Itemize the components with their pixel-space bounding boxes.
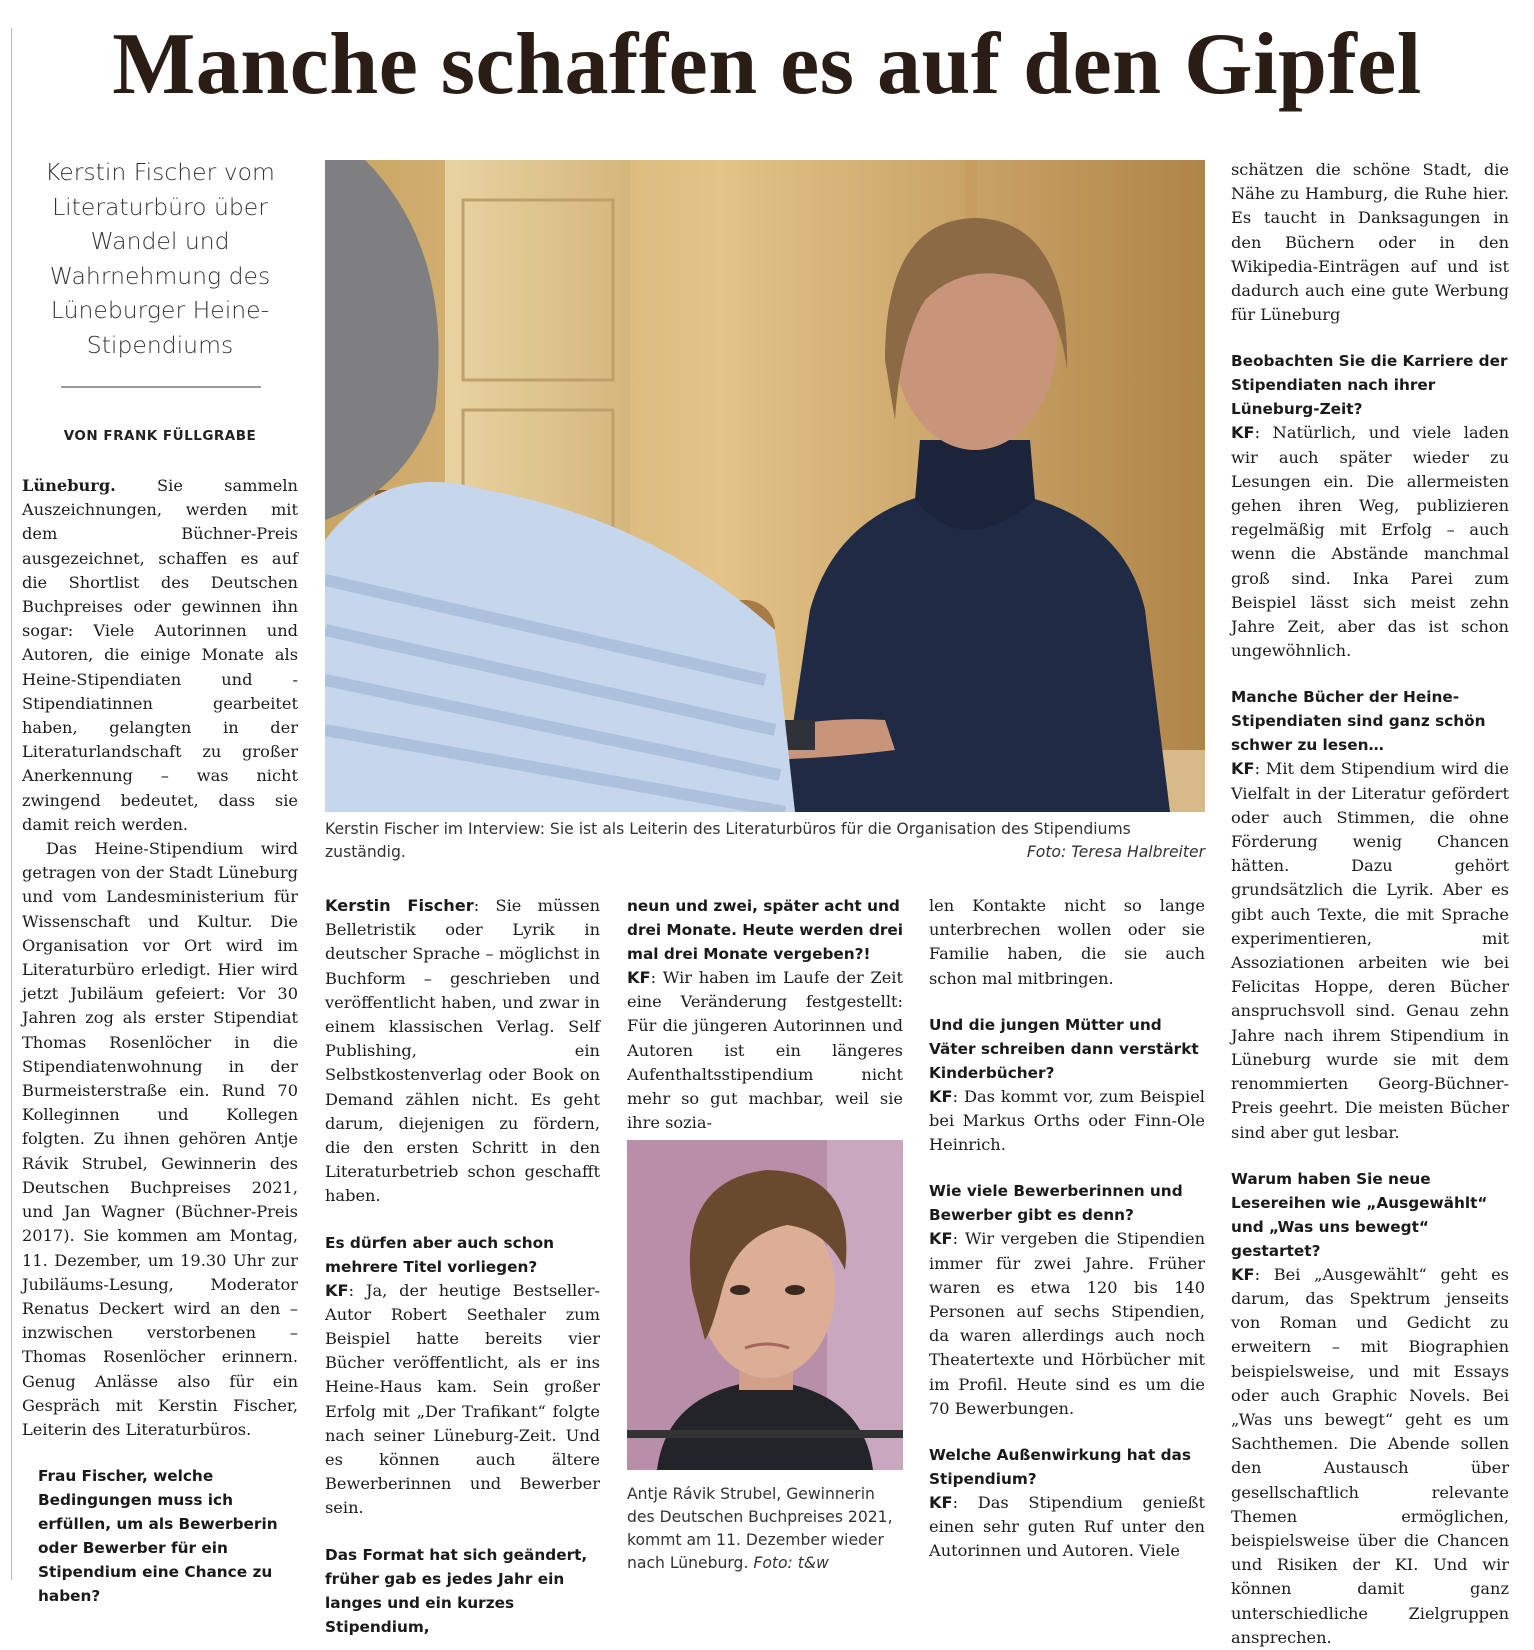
speaker-label: KF xyxy=(627,968,651,987)
headline: Manche schaffen es auf den Gipfel xyxy=(112,16,1422,113)
question: Warum haben Sie neue Lesereihen wie „Ausgewählt“ und „Was uns bewegt“ gestartet? xyxy=(1231,1169,1488,1260)
speaker-label: KF xyxy=(929,1229,953,1249)
speaker-label: Kerstin Fischer xyxy=(325,896,474,915)
answer-text: Das kommt vor, zum Beispiel bei Markus Orths oder Finn-Ole Heinrich. xyxy=(929,1086,1205,1155)
speaker-label: KF xyxy=(1231,1264,1255,1284)
portrait-photo-illustration xyxy=(627,1140,903,1470)
deck-divider xyxy=(61,386,261,388)
lede-text: Sie sammeln Auszeichnungen, werden mit dem Büchner-Preis ausgezeichnet, schaffen es auf die Shortlist des Deutschen Buchpreises oder gewinnen ihn sogar: Viele Autorinnen und Autoren, die einige Monate als Heine-Stipendiaten und -Stipendiatinnen gearbeitet haben, gelangten in der Literaturlandschaft zu großer Anerkennung – was nicht zwingend bedeutet, dass sie damit reich werden. xyxy=(22,476,298,834)
answer: KF: Ja, der heutige Bestseller-Autor Robert Seethaler zum Beispiel hatte bereits vier Bücher veröffentlicht, als er ins Heine-Haus kam. Sein großer Erfolg mit „Der Trafikant“ folgte nach seiner Lüneburg-Zeit. Und es können auch ältere Bewerberinnen und Bewerber sein. xyxy=(325,1280,600,1518)
answer: KF: Wir haben im Laufe der Zeit eine Veränderung festgestellt: Für die jüngeren Autorinnen und Autoren ist ein längeres Aufenthaltsstipendium nicht mehr so gut machbar, weil sie ihre sozia- xyxy=(627,968,903,1133)
speaker-label: KF xyxy=(1231,759,1255,779)
column-rule xyxy=(11,28,12,1580)
portrait-credit: Foto: t&w xyxy=(753,1554,829,1572)
question: Beobachten Sie die Karriere der Stipendiaten nach ihrer Lüneburg-Zeit? xyxy=(1231,352,1508,419)
answer-text: Wir haben im Laufe der Zeit eine Veränderung festgestellt: Für die jüngeren Autorinnen und Autoren ist ein längeres Aufenthaltsstipendium nicht mehr so gut machbar, weil sie ihre sozia- xyxy=(627,968,903,1133)
answer: KF: Wir vergeben die Stipendien immer für zwei Jahre. Früher waren es etwa 120 bis 140 Personen auf sechs Stipendien, da waren allerdings auch noch Theatertexte und Hörbücher mit im Profil. Heute sind es um die 70 Bewerbungen. xyxy=(929,1229,1205,1418)
paragraph: Das Heine-Stipendium wird getragen von der Stadt Lüneburg und vom Landesministerium für Wissenschaft und Kultur. Die Organisation vor Ort wird im Literaturbüro erledigt. Hier wird jetzt Jubiläum gefeiert: Vor 30 Jahren zog als erster Stipendiat Thomas Rosenlöcher in die Stipendiatenwohnung in der Burmeisterstraße ein. Rund 70 Kolleginnen und Kollegen folgten. Zu ihnen gehören Antje Rávik Strubel, Gewinnerin des Deutschen Buchpreises 2021, und Jan Wagner (Büchner-Preis 2017). Sie kommen am Montag, 11. Dezember, um 19.30 Uhr zur Jubiläums-Lesung, Moderator Renatus Deckert wird an den – inzwischen verstorbenen – Thomas Rosenlöcher erinnern. Genug Anlässe also für ein Gespräch mit Kerstin Fischer, Leiterin des Literaturbüros. xyxy=(22,839,298,1439)
column-1 xyxy=(22,474,298,1608)
byline: VON FRANK FÜLLGRABE xyxy=(63,428,257,444)
answer-text: len Kontakte nicht so lange unterbrechen wollen oder sie Familie haben, die sie auch schon mal mitbringen. xyxy=(929,896,1205,988)
portrait-photo xyxy=(627,1140,903,1470)
question: Es dürfen aber auch schon mehrere Titel vorliegen? xyxy=(325,1233,554,1276)
main-photo-caption xyxy=(325,818,1205,864)
speaker-label: KF xyxy=(1231,423,1255,443)
answer-text: Wir vergeben die Stipendien immer für zwei Jahre. Früher waren es etwa 120 bis 140 Personen auf sechs Stipendien, da waren allerdings auch noch Theatertexte und Hörbücher mit im Profil. Heute sind es um die 70 Bewerbungen. xyxy=(929,1229,1205,1418)
speaker-label: KF xyxy=(929,1493,953,1513)
speaker-label: KF xyxy=(929,1086,953,1106)
main-photo xyxy=(325,160,1205,812)
main-photo-credit: Foto: Teresa Halbreiter xyxy=(1026,843,1205,861)
question: Frau Fischer, welche Bedingungen muss ich erfüllen, um als Bewerberin oder Bewerber für ein Stipendium eine Chance zu haben? xyxy=(38,1467,278,1606)
answer-text: Natürlich, und viele laden wir auch später wieder zu Lesungen ein. Die allermeisten gehen ihren Weg, publizieren regelmäßig mit Erfolg – auch wenn die Abstände manchmal groß sind. Inka Parei zum Beispiel lässt sich meist zehn Jahre Zeit, aber das ist schon ungewöhnlich. xyxy=(1231,423,1509,661)
answer-text: Sie müssen Belletristik oder Lyrik in deutscher Sprache – möglichst in Buchform – geschrieben und veröffentlicht haben, und zwar in einem klassischen Verlag. Self Publishing, ein Selbstkostenverlag oder Book on Demand zählen nicht. Es geht darum, diejenigen zu fördern, die den ersten Schritt in den Literaturbetrieb schon geschafft haben. xyxy=(325,896,600,1206)
answer: KF: Natürlich, und viele laden wir auch später wieder zu Lesungen ein. Die allermeisten gehen ihren Weg, publizieren regelmäßig mit Erfolg – auch wenn die Abstände manchmal groß sind. Inka Parei zum Beispiel lässt sich meist zehn Jahre Zeit, aber das ist schon ungewöhnlich. xyxy=(1231,423,1509,661)
answer: KF: Das Stipendium genießt einen sehr guten Ruf unter den Autorinnen und Autoren. Viele xyxy=(929,1493,1205,1561)
question: neun und zwei, später acht und drei Monate. Heute werden drei mal drei Monate vergeben?! xyxy=(627,897,903,963)
paragraph xyxy=(22,474,298,837)
dateline: Lüneburg. xyxy=(22,476,116,495)
question: Manche Bücher der Heine-Stipendiaten sind ganz schön schwer zu lesen… xyxy=(1231,688,1486,755)
answer: KF: Mit dem Stipendium wird die Vielfalt in der Literatur gefördert oder auch Stimmen, die ohne Förderung wenig Chancen hätten. Dazu gehört grundsätzlich die Lyrik. Aber es gibt auch Texte, die mit Sprache experimentieren, mit Assoziationen arbeiten wie bei Felicitas Hoppe, deren Bücher anspruchsvoll sind. Genau zehn Jahre nach ihrem Stipendium in Lüneburg wurde sie mit dem renommierten Georg-Büchner-Preis geehrt. Die meisten Bücher sind aber gut lesbar. xyxy=(1231,759,1509,1142)
answer: Kerstin Fischer: Sie müssen Belletristik oder Lyrik in deutscher Sprache – möglichst in Buchform – geschrieben und veröffentlicht haben, und zwar in einem klassischen Verlag. Self Publishing, ein Selbstkostenverlag oder Book on Demand zählen nicht. Es geht darum, diejenigen zu fördern, die den ersten Schritt in den Literaturbetrieb schon geschafft haben. xyxy=(325,896,600,1206)
column-4 xyxy=(929,894,1205,1564)
column-5 xyxy=(1231,158,1509,1650)
question: Welche Außenwirkung hat das Stipendium? xyxy=(929,1446,1191,1489)
answer-text: Mit dem Stipendium wird die Vielfalt in der Literatur gefördert oder auch Stimmen, die ohne Förderung wenig Chancen hätten. Dazu gehört grundsätzlich die Lyrik. Aber es gibt auch Texte, die mit Sprache experimentieren, mit Assoziationen arbeiten wie bei Felicitas Hoppe, deren Bücher anspruchsvoll sind. Genau zehn Jahre nach ihrem Stipendium in Lüneburg wurde sie mit dem renommierten Georg-Büchner-Preis geehrt. Die meisten Bücher sind aber gut lesbar. xyxy=(1231,759,1509,1142)
answer-text: schätzen die schöne Stadt, die Nähe zu Hamburg, die Ruhe hier. Es taucht in Danksagungen in den Büchern oder in den Wikipedia-Einträgen auf und ist dadurch auch eine gute Werbung für Lüneburg xyxy=(1231,160,1509,325)
question: Das Format hat sich geändert, früher gab es jedes Jahr ein langes und ein kurzes Stipendium, xyxy=(325,1545,588,1636)
main-photo-caption-text: Kerstin Fischer im Interview: Sie ist als Leiterin des Literaturbüros für die Organisation des Stipendiums zuständig. xyxy=(325,820,1131,861)
portrait-caption xyxy=(627,1483,903,1575)
column-2 xyxy=(325,894,600,1639)
question: Wie viele Bewerberinnen und Bewerber gibt es denn? xyxy=(929,1182,1183,1225)
column-3 xyxy=(627,894,903,1135)
main-photo-illustration xyxy=(325,160,1205,812)
question: Und die jungen Mütter und Väter schreiben dann verstärkt Kinderbücher? xyxy=(929,1015,1199,1082)
answer: KF: Das kommt vor, zum Beispiel bei Markus Orths oder Finn-Ole Heinrich. xyxy=(929,1086,1205,1155)
answer-text: Bei „Ausgewählt“ geht es darum, das Spektrum jenseits von Roman und Gedicht zu erweitern – mit Biographien beispielsweise, und mit Essays oder auch Graphic Novels. Bei „Was uns bewegt“ geht es um Sachthemen. Die Abende sollen den Austausch über gesellschaftlich relevante Themen ermöglichen, beispielsweise über die Chancen und Risiken der KI. Und wir können damit ganz unterschiedliche Zielgruppen ansprechen. xyxy=(1231,1264,1509,1647)
answer: KF: Bei „Ausgewählt“ geht es darum, das Spektrum jenseits von Roman und Gedicht zu erweitern – mit Biographien beispielsweise, und mit Essays oder auch Graphic Novels. Bei „Was uns bewegt“ geht es um Sachthemen. Die Abende sollen den Austausch über gesellschaftlich relevante Themen ermöglichen, beispielsweise über die Chancen und Risiken der KI. Und wir können damit ganz unterschiedliche Zielgruppen ansprechen. xyxy=(1231,1264,1509,1647)
answer-text: Ja, der heutige Bestseller-Autor Robert Seethaler zum Beispiel hatte bereits vier Bücher veröffentlicht, als er ins Heine-Haus kam. Sein großer Erfolg mit „Der Trafikant“ folgte nach seiner Lüneburg-Zeit. Und es können auch ältere Bewerberinnen und Bewerber sein. xyxy=(325,1280,600,1518)
answer-text: Das Stipendium genießt einen sehr guten Ruf unter den Autorinnen und Autoren. Viele xyxy=(929,1493,1205,1561)
portrait-caption-text: Antje Rávik Strubel, Gewinnerin des Deutschen Buchpreises 2021, kommt am 11. Dezember wieder nach Lüneburg. xyxy=(627,1485,893,1572)
speaker-label: KF xyxy=(325,1280,349,1300)
deck: Kerstin Fischer vom Literaturbüro über Wandel und Wahrnehmung des Lüneburger Heine-Stipendiums xyxy=(45,158,275,359)
